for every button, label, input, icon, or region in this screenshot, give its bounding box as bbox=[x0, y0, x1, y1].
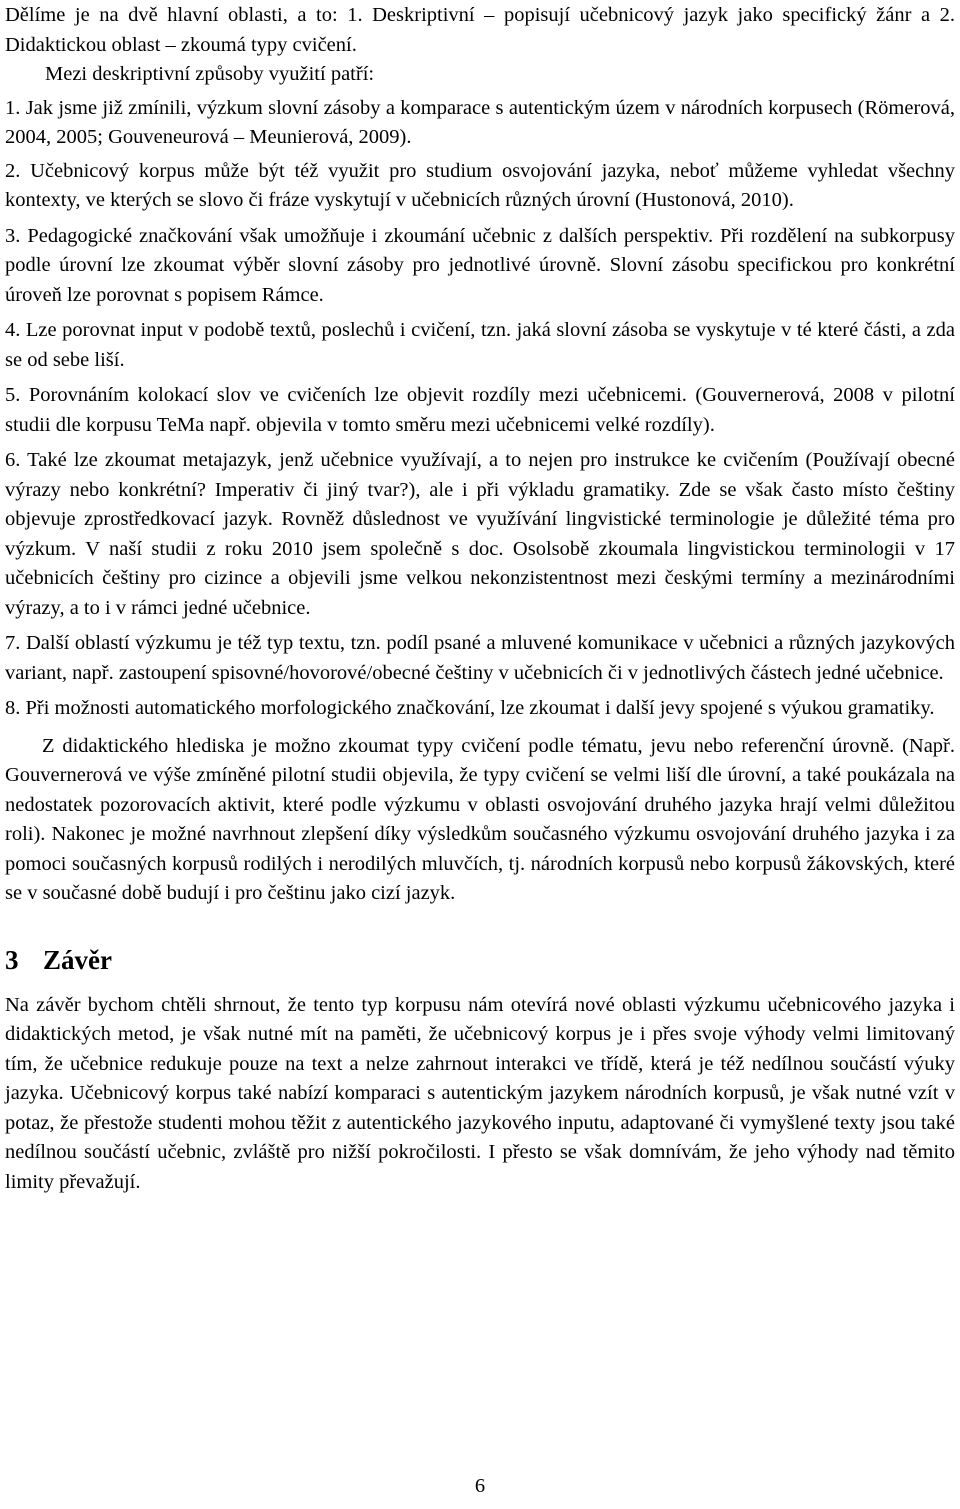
list-item-4: 4. Lze porovnat input v podobě textů, poslechů i cvičení, tzn. jaká slovní zásoba se vyskytuje v té které části, a zda se od sebe liší. bbox=[5, 319, 955, 371]
list-item-5: 5. Porovnáním kolokací slov ve cvičeních lze objevit rozdíly mezi učebnicemi. (Gouvernerová, 2008 v pilotní studii dle korpusu TeMa např. objevila v tomto směru mezi učebnicemi velké rozdíly). bbox=[5, 384, 955, 436]
list-item-1: 1. Jak jsme již zmínili, výzkum slovní zásoby a komparace s autentickým územ v národních korpusech (Römerová, 2004, 2005; Gouveneurová – Meunierová, 2009). bbox=[5, 96, 955, 148]
list-item-2: 2. Učebnicový korpus může být též využit pro studium osvojování jazyka, neboť můžeme vyhledat všechny kontexty, ve kterých se slovo či fráze vyskytují v učebnicích různých úrovní (Hustonová, 2010). bbox=[5, 159, 955, 211]
conclusion-paragraph: Na závěr bychom chtěli shrnout, že tento typ korpusu nám otevírá nové oblasti výzkumu učebnicového jazyka i didaktických metod, je však nutné mít na paměti, že učebnicový korpus je i přes svoje výhody velmi limitovaný tím, že učebnice redukuje pouze na text a nelze zahrnout interakci ve třídě, která je též nedílnou součástí výuky jazyka. Učebnicový korpus také nabízí komparaci s autentickým jazykem národních korpusů, je však nutné vzít v potaz, že přestože studenti mohou těžit z autentického jazykového inputu, adaptované či vymyšlené texty jsou také nedílnou součástí učebnic, zvláště pro nižší pokročilosti. I přesto se však domnívám, že jeho výhody nad těmito limity převažují. bbox=[5, 993, 955, 1193]
list-item-6: 6. Také lze zkoumat metajazyk, jenž učebnice využívají, a to nejen pro instrukce ke cvičením (Používají obecné výrazy nebo konkrétní? Imperativ či jiný tvar?), ale i při výkladu gramatiky. Zde se však často místo češtiny objevuje zprostředkovací jazyk. Rovněž důslednost ve využívání lingvistické terminologie je důležité téma pro výzkum. V naší studii z roku 2010 jsem společně s doc. Osolsobě zkoumala lingvistickou terminologii v 17 učebnicích češtiny pro cizince a objevili jsme velkou nekonzistentnost mezi českými termíny a mezinárodními výrazy, a to i v rámci jedné učebnice. bbox=[5, 449, 955, 619]
descriptive-uses-lead: Mezi deskriptivní způsoby využití patří: bbox=[45, 63, 375, 85]
list-item-8: 8. Při možnosti automatického morfologického značkování, lze zkoumat i další jevy spojené s výukou gramatiky. bbox=[5, 697, 935, 719]
section-number: 3 bbox=[5, 944, 19, 975]
list-item-7: 7. Další oblastí výzkumu je též typ textu, tzn. podíl psané a mluvené komunikace v učebnici a různých jazykových variant, např. zastoupení spisovné/hovorové/obecné češtiny v učebnicích či v jednotlivých částech jedné učebnice. bbox=[5, 632, 955, 684]
section-heading bbox=[5, 943, 955, 979]
document-page bbox=[5, 0, 955, 1197]
section-title: Závěr bbox=[43, 944, 112, 975]
intro-paragraph: Dělíme je na dvě hlavní oblasti, a to: 1. Deskriptivní – popisují učebnicový jazyk jako specifický žánr a 2. Didaktickou oblast – zkoumá typy cvičení. bbox=[5, 4, 955, 56]
didactic-paragraph: Z didaktického hlediska je možno zkoumat typy cvičení podle tématu, jevu nebo referenční úrovně. (Např. Gouvernerová ve výše zmíněné pilotní studii objevila, že typy cvičení se velmi liší dle úrovní, a také poukázala na nedostatek pozorovacích aktivit, které podle výzkumu v oblasti osvojování druhého jazyka hrají velmi důležitou roli). Nakonec je možné navrhnout zlepšení díky výsledkům současného výzkumu osvojování druhého jazyka i za pomoci současných korpusů rodilých i nerodilých mluvčích, tj. národních korpusů nebo korpusů žákovských, které se v současné době budují i pro češtinu jako cizí jazyk. bbox=[5, 734, 955, 904]
page-number: 6 bbox=[474, 1475, 486, 1497]
list-item-3: 3. Pedagogické značkování však umožňuje i zkoumání učebnic z dalších perspektiv. Při rozdělení na subkorpusy podle úrovní lze zkoumat výběr slovní zásoby pro jednotlivé úrovně. Slovní zásobu specifickou pro konkrétní úroveň lze porovnat s popisem Rámce. bbox=[5, 224, 955, 306]
